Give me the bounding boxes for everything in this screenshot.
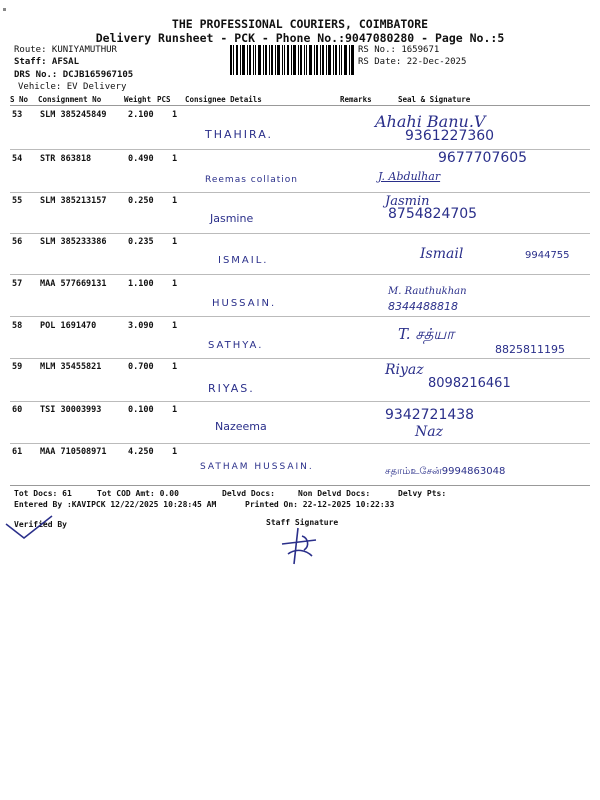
phone-handwriting: 8754824705 (388, 206, 478, 222)
row-sno: 57 (12, 279, 23, 289)
row-sno: 59 (12, 362, 23, 372)
rs-number: RS No.: 1659671 (358, 45, 440, 55)
row-consignment: POL 1691470 (40, 321, 97, 331)
signature: T. சத்யா (398, 325, 455, 343)
phone-handwriting: 9361227360 (405, 128, 495, 144)
rs-date: RS Date: 22-Dec-2025 (358, 57, 467, 67)
row-consignment: TSI 30003993 (40, 405, 102, 415)
col-seal-signature: Seal & Signature (398, 95, 471, 104)
company-title: THE PROFESSIONAL COURIERS, COIMBATORE (171, 17, 429, 31)
row-consignment: MAA 710508971 (40, 447, 107, 457)
route-label: Route: KUNIYAMUTHUR (14, 45, 117, 55)
col-sno: S No (10, 95, 29, 104)
row-sno: 60 (12, 405, 23, 415)
consignee-handwriting: HUSSAIN. (212, 298, 277, 309)
staff-label: Staff: AFSAL (14, 57, 80, 67)
row-sno: 53 (12, 110, 23, 120)
phone-handwriting: 9944755 (525, 250, 570, 261)
col-remarks: Remarks (340, 95, 372, 104)
delivered-docs: Delvd Docs: (222, 489, 275, 498)
row-weight: 3.090 (128, 321, 154, 331)
row-divider (10, 401, 590, 402)
phone-handwriting: 8344488818 (388, 300, 458, 313)
row-weight: 0.100 (128, 405, 154, 415)
row-divider (10, 192, 590, 193)
phone-handwriting: 8098216461 (428, 376, 511, 391)
total-docs: Tot Docs: 61 (14, 489, 72, 498)
row-sno: 55 (12, 196, 23, 206)
consignee-handwriting: THAHIRA. (205, 128, 274, 141)
row-divider (10, 274, 590, 275)
verified-by-label: Verified By (14, 520, 67, 529)
row-weight: 2.100 (128, 110, 154, 120)
row-divider (10, 233, 590, 234)
consignee-handwriting: Nazeema (215, 420, 267, 433)
row-sno: 54 (12, 154, 23, 164)
header-rule (10, 105, 590, 106)
signature: J. Abdulhar (378, 170, 441, 183)
signature: சதாம்உசேன்9994863048 (385, 466, 506, 477)
phone-handwriting: 8825811195 (495, 343, 565, 356)
row-pcs: 1 (172, 237, 178, 247)
row-pcs: 1 (172, 447, 178, 457)
consignee-handwriting: RIYAS. (208, 382, 255, 395)
signature: Ismail (420, 246, 464, 262)
row-pcs: 1 (172, 110, 178, 120)
verified-signature-mark (4, 512, 64, 542)
row-weight: 0.490 (128, 154, 154, 164)
consignee-handwriting: Reemas collation (205, 175, 298, 185)
phone-handwriting: 9677707605 (438, 150, 528, 166)
col-consignee: Consignee Details (185, 95, 262, 104)
col-consignment: Consignment No (38, 95, 102, 104)
row-consignment: SLM 385233386 (40, 237, 107, 247)
row-weight: 4.250 (128, 447, 154, 457)
col-pcs: PCS (157, 95, 171, 104)
row-consignment: STR 863818 (40, 154, 92, 164)
row-weight: 0.235 (128, 237, 154, 247)
total-cod-amount: Tot COD Amt: 0.00 (97, 489, 179, 498)
consignee-handwriting: SATHAM HUSSAIN. (200, 462, 314, 472)
signature: Jasmin (385, 194, 430, 209)
row-divider (10, 358, 590, 359)
signature: Naz (415, 424, 443, 440)
signature: M. Rauthukhan (388, 286, 467, 297)
row-consignment: MLM 35455821 (40, 362, 102, 372)
consignee-handwriting: SATHYA. (208, 340, 264, 351)
staff-signature-label: Staff Signature (266, 518, 339, 527)
consignee-handwriting: ISMAIL. (218, 255, 269, 266)
barcode (230, 45, 354, 75)
row-consignment: MAA 577669131 (40, 279, 107, 289)
row-pcs: 1 (172, 362, 178, 372)
row-pcs: 1 (172, 279, 178, 289)
entered-by: Entered By :KAVIPCK 12/22/2025 10:28:45 AM (14, 500, 217, 509)
row-sno: 58 (12, 321, 23, 331)
row-pcs: 1 (172, 154, 178, 164)
row-pcs: 1 (172, 321, 178, 331)
row-divider (10, 485, 590, 486)
row-sno: 61 (12, 447, 23, 457)
signature: Ahahi Banu.V (375, 112, 486, 131)
printed-on: Printed On: 22-12-2025 10:22:33 (245, 500, 395, 509)
signature: Riyaz (385, 362, 424, 378)
drs-label: DRS No.: DCJB165967105 (14, 70, 134, 80)
row-sno: 56 (12, 237, 23, 247)
delivery-points: Delvy Pts: (398, 489, 447, 498)
row-weight: 0.250 (128, 196, 154, 206)
scan-mark (3, 8, 6, 11)
row-consignment: SLM 385245849 (40, 110, 107, 120)
row-weight: 1.100 (128, 279, 154, 289)
row-pcs: 1 (172, 196, 178, 206)
consignee-handwriting: Jasmine (210, 212, 254, 225)
non-delivered-docs: Non Delvd Docs: (298, 489, 371, 498)
row-weight: 0.700 (128, 362, 154, 372)
vehicle-label: Vehicle: EV Delivery (18, 82, 127, 92)
row-consignment: SLM 385213157 (40, 196, 107, 206)
row-divider (10, 316, 590, 317)
phone-handwriting: 9342721438 (385, 407, 475, 423)
col-weight: Weight (124, 95, 152, 104)
row-divider (10, 443, 590, 444)
staff-signature-mark (276, 526, 322, 566)
runsheet-subtitle: Delivery Runsheet - PCK - Phone No.:9047080280 - Page No.:5 (95, 31, 505, 45)
row-pcs: 1 (172, 405, 178, 415)
